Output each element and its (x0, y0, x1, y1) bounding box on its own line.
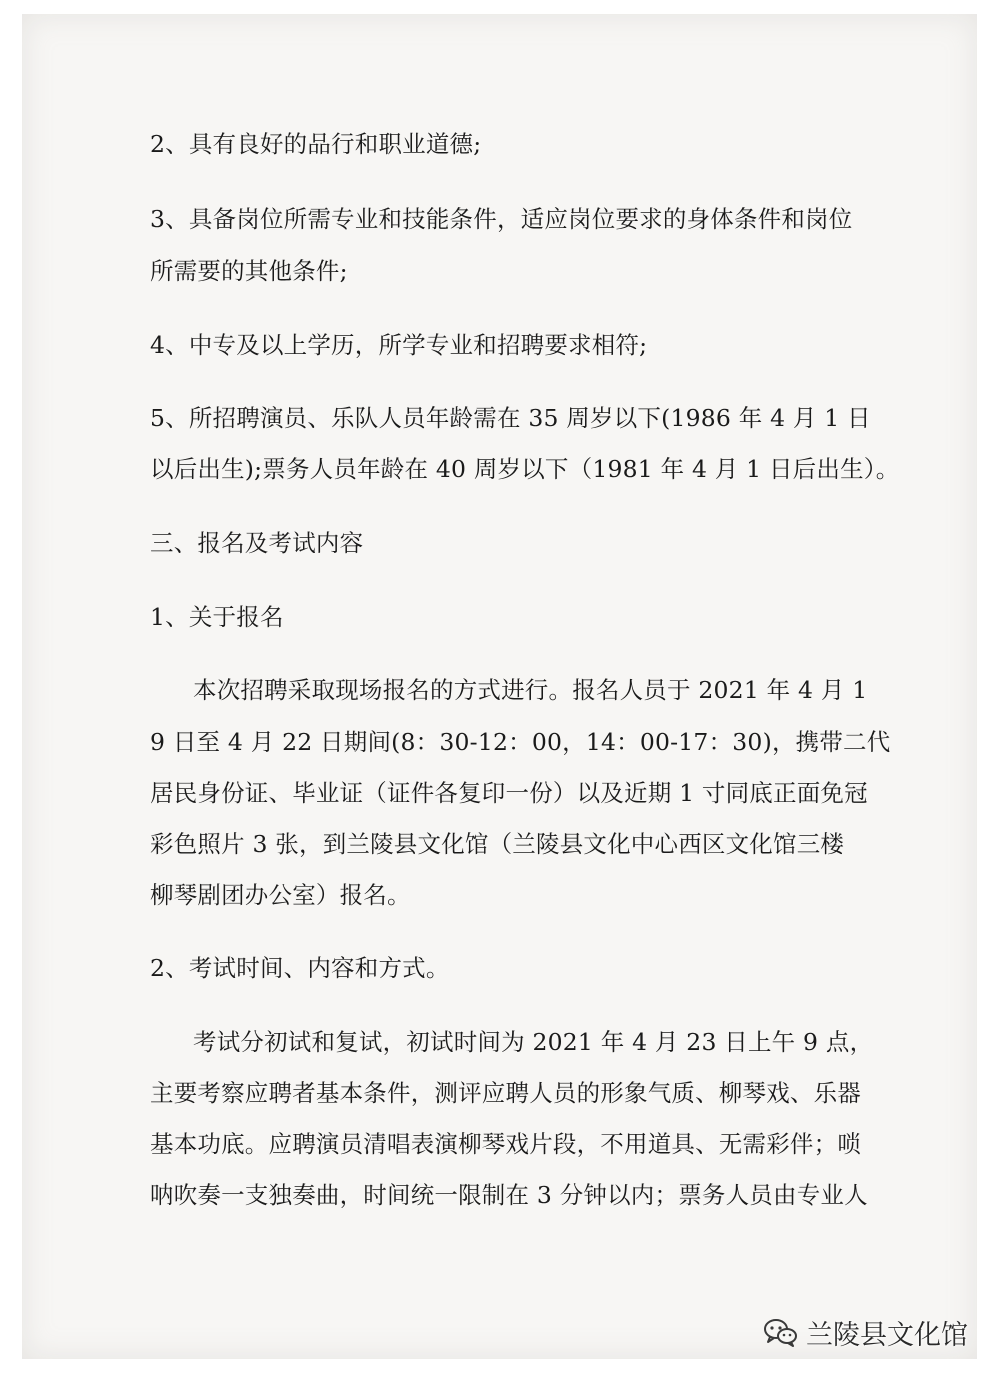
paragraph-line: 本次招聘采取现场报名的方式进行。报名人员于 2021 年 4 月 1 (193, 676, 868, 704)
watermark (762, 1312, 968, 1352)
subsection-heading: 1、关于报名 (150, 603, 284, 631)
paragraph-line: 9 日至 4 月 22 日期间(8：30-12：00，14：00-17：30)，携带二代 (150, 728, 891, 756)
wechat-icon (762, 1317, 798, 1347)
paragraph-line: 2、具有良好的品行和职业道德; (150, 130, 482, 158)
paragraph-line: 彩色照片 3 张，到兰陵县文化馆（兰陵县文化中心西区文化馆三楼 (150, 830, 845, 858)
subsection-heading: 2、考试时间、内容和方式。 (150, 954, 450, 982)
paragraph-line: 4、中专及以上学历，所学专业和招聘要求相符; (150, 331, 648, 359)
paragraph-line: 居民身份证、毕业证（证件各复印一份）以及近期 1 寸同底正面免冠 (150, 779, 868, 807)
paragraph-line: 5、所招聘演员、乐队人员年龄需在 35 周岁以下(1986 年 4 月 1 日 (150, 404, 871, 432)
paragraph-line: 柳琴剧团办公室）报名。 (150, 881, 411, 909)
paragraph-line: 呐吹奏一支独奏曲，时间统一限制在 3 分钟以内；票务人员由专业人 (150, 1181, 868, 1209)
paragraph-line: 以后出生);票务人员年龄在 40 周岁以下（1981 年 4 月 1 日后出生）。 (150, 455, 900, 483)
watermark-text: 兰陵县文化馆 (806, 1319, 968, 1351)
paragraph-line: 基本功底。应聘演员清唱表演柳琴戏片段，不用道具、无需彩伴；唢 (150, 1130, 861, 1158)
paragraph-line: 3、具备岗位所需专业和技能条件，适应岗位要求的身体条件和岗位 (150, 205, 853, 233)
paragraph-line: 主要考察应聘者基本条件，测评应聘人员的形象气质、柳琴戏、乐器 (150, 1079, 861, 1107)
paragraph-line: 所需要的其他条件; (150, 257, 348, 285)
section-heading: 三、报名及考试内容 (150, 529, 364, 557)
paragraph-line: 考试分初试和复试，初试时间为 2021 年 4 月 23 日上午 9 点， (193, 1028, 874, 1056)
